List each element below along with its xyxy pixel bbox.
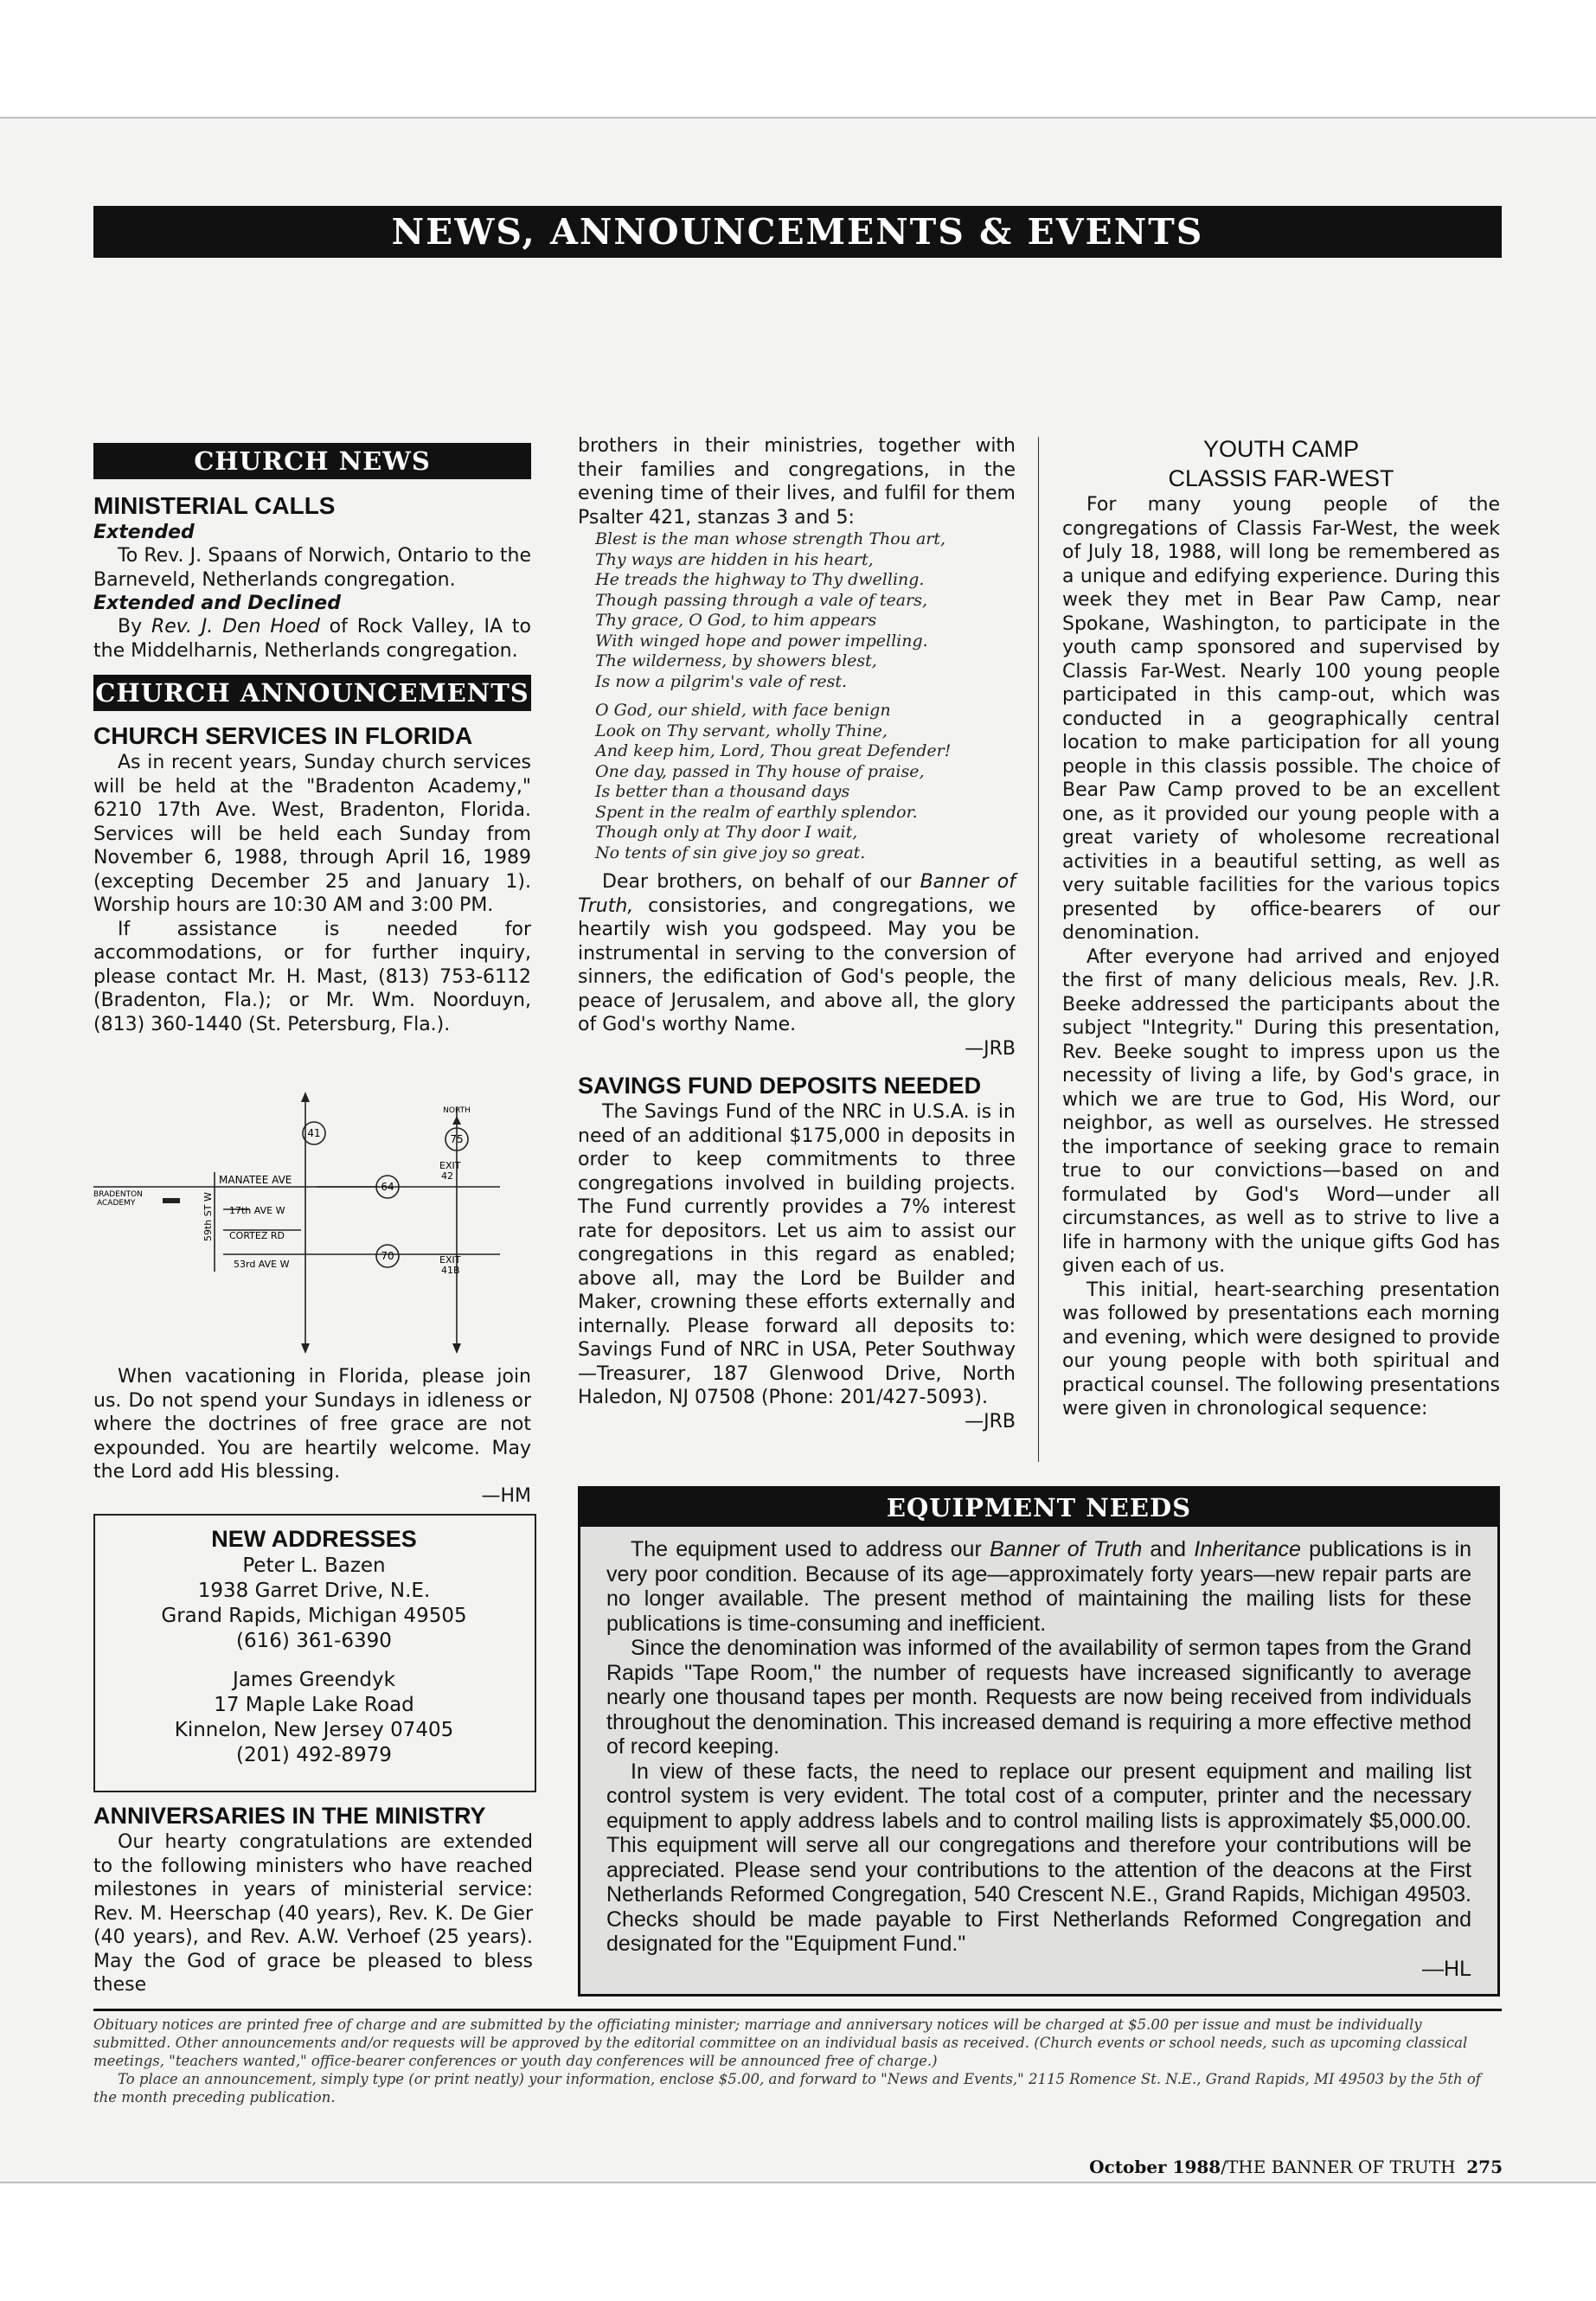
footer-note-1: Obituary notices are printed free of charge and are submitted by the officiating minister; marriage and anniversary notices will be charged at $5.00 per issue and must be individually submitted. Other announcements and/or requests will be approved by the editorial committee on an individual basis as received. (Church events or school needs, such as upcoming classical meetings, "teachers wanted," office-bearer conferences or youth day conferences will be announced free of charge.) [93,2016,1468,2069]
equipment-p3: In view of these facts, the need to replace our present equipment and mailing list control system is very evident. The total cost of a computer, printer and the necessary equipment to apply address labels and to control mailing lists is approximately $5,000.00. This equipment will serve all our congregations and therefore your contributions will be appreciated. Please send your contributions to the attention of the deacons at the First Netherlands Reformed Congregation, 540 Crescent N.E., Grand Rapids, Michigan 49503. Checks should be made payable to First Netherlands Reformed Congregation and designated for the "Equipment Fund." [606,1759,1471,1956]
stanza-5-line: Spent in the realm of earthly splendor. [595,802,918,822]
youth-camp-heading-1: YOUTH CAMP [1202,436,1359,462]
route-64-label: 64 [381,1181,394,1193]
stanza-3-line: Thy grace, O God, to him appears [595,611,877,630]
savings-fund-heading: SAVINGS FUND DEPOSITS NEEDED [578,1073,982,1099]
anniversaries-heading: ANNIVERSARIES IN THE MINISTRY [93,1803,486,1829]
stanza-5-line: Look on Thy servant, wholly Thine, [595,721,888,740]
stanza-5-line: One day, passed in Thy house of praise, [595,761,925,781]
address-2-phone: (201) 492-8979 [236,1744,392,1766]
stanza-5-line: O God, our shield, with face benign [595,701,891,720]
equipment-needs-body [606,1537,1471,1981]
north-arrow-41 [301,1092,310,1102]
cortez-rd-label: CORTEZ RD [229,1230,285,1241]
footer-notes [93,2016,1502,2106]
left-column [93,443,531,1036]
academy-label-b: ACADEMY [97,1199,136,1208]
extended-text: To Rev. J. Spaans of Norwich, Ontario to the Barneveld, Netherlands congregation. [93,545,531,591]
page-footer [1089,2157,1503,2177]
column-divider [1038,437,1039,1462]
florida-signature: —HM [481,1484,531,1507]
youth-camp-p1: For many young people of the congregations of Classis Far-West, the week of July 18, 1988, will long be remembered as a unique and edifying experience. During this week they met in Bear Paw Camp, near Spokane, Washington, to participate in the youth camp sponsored and supervised by Classis Far-West. Nearly 100 young people participated in this camp-out, which was conducted in a geographically central location to make participation for all young people in this classis possible. The choice of Bear Paw Camp proved to be an excellent one, as it provided our young people with a great variety of wholesome recreational activities in a beautiful setting, as well as very suitable facilities for the various topics presented by office-bearers of our denomination. [1062,494,1500,944]
south-arrow-75 [452,1343,461,1354]
address-2-street: 17 Maple Lake Road [214,1694,414,1716]
address-2-city: Kinnelon, New Jersey 07405 [174,1719,454,1741]
florida-services-heading: CHURCH SERVICES IN FLORIDA [93,722,473,749]
53rd-ave-label: 53rd AVE W [234,1259,290,1270]
route-75-label: 75 [450,1133,464,1145]
stanza-3-line: Is now a pilgrim's vale of rest. [595,671,847,691]
manatee-ave-label: MANATEE AVE [219,1174,292,1186]
footer-rule [93,2009,1502,2011]
ministerial-calls-heading: MINISTERIAL CALLS [93,492,336,519]
equipment-needs-bar: EQUIPMENT NEEDS [580,1489,1497,1527]
page-number: 275 [1466,2157,1503,2177]
left-column-lower [93,1365,531,1508]
extended-declined-label: Extended and Declined [93,593,341,614]
academy-label-a: BRADENTON [93,1190,143,1199]
church-news-bar: CHURCH NEWS [93,443,531,479]
stanza-5-line: And keep him, Lord, Thou great Defender! [595,741,952,760]
stanza-5-line: Is better than a thousand days [595,782,850,801]
anniversaries-continued: brothers in their ministries, together with their families and congregations, in the evening time of their lives, and fulfil for them Psalter 421, stanzas 3 and 5: [578,435,1016,529]
exit-41b-label-a: EXIT [439,1254,461,1266]
stanza-3-line: The wilderness, by showers blest, [595,651,877,670]
equipment-p1: The equipment used to address our Banner of Truth and Inheritance publications is in very poor condition. Because of its age—approximately forty years—new repair parts are no longer available. The present method of maintaining the mailing lists for these publications is time-consuming and inefficient. [606,1537,1471,1636]
new-addresses [93,1524,535,1768]
address-2-name: James Greendyk [233,1669,395,1691]
psalter-stanza-5 [578,701,1016,863]
anniversaries-text: Our hearty congratulations are extended to the following ministers who have reached milestones in years of ministerial service: Rev. M. Heerschap (40 years), Rev. K. De Gier (40 years), and Rev. A.W. Verhoef (25 years). May the God of grace be pleased to bless these [93,1831,533,1996]
anniversaries [93,1801,533,1997]
issue-date: October 1988 [1089,2157,1221,2177]
florida-p3: When vacationing in Florida, please join us. Do not spend your Sundays in idleness or where the doctrines of free grace are not expounded. You are heartily welcome. May the Lord add His blessing. [93,1366,531,1483]
address-1-street: 1938 Garret Drive, N.E. [197,1580,431,1602]
equipment-p2: Since the denomination was informed of the availability of sermon tapes from the Grand Rapids "Tape Room," the number of requests have increased significantly to average nearly one thousand tapes per month. Requests are now being received from individuals throughout the denomination. This increased demand is requiring a more effective method of record keeping. [606,1636,1471,1759]
florida-p2: If assistance is needed for accommodations, or for further inquiry, please contact Mr. H. Mast, (813) 753-6112 (Bradenton, Fla.); or Mr. Wm. Noorduyn, (813) 360-1440 (St. Petersburg, Fla.). [93,918,531,1035]
stanza-3-line: Thy ways are hidden in his heart, [595,549,874,569]
59th-st-label: 59th ST W [202,1192,214,1241]
section-banner: NEWS, ANNOUNCEMENTS & EVENTS [93,206,1502,258]
address-1-name: Peter L. Bazen [242,1554,386,1577]
church-announcements-bar: CHURCH ANNOUNCEMENTS [93,675,531,711]
stanza-5-line: Though only at Thy door I wait, [595,823,858,842]
stanza-3-line: He treads the highway to Thy dwelling. [595,570,925,589]
youth-camp-p3: This initial, heart-searching presentation was followed by presentations each morning and evening, which were designed to provide our young people with both spiritual and practical counsel. The following presentations were given in chronological sequence: [1062,1279,1500,1420]
savings-fund-signature: —JRB [965,1410,1016,1433]
savings-fund-text: The Savings Fund of the NRC in U.S.A. is in need of an additional $175,000 in deposits in order to keep commitments to three congregations involved in building projects. The Fund currently provides a 7% interest rate for depositors. Let us aim to assist our congregations in this regard as enabled; above all, may the Lord be Builder and Maker, crowning these efforts externally and internally. Please forward all deposits to: Savings Fund of NRC in USA, Peter Southway—Treasurer, 187 Glenwood Drive, North Haledon, NJ 07508 (Phone: 201/427-5093). [578,1101,1016,1408]
youth-camp-p2: After everyone had arrived and enjoyed the first of many delicious meals, Rev. J.R. Beeke addressed the participants about the subject "Integrity." During this presentation, Rev. Beeke sought to impress upon us the necessity of living a life, by God's grace, in which we are true to God, His Word, our neighbor, as well as ourselves. He stressed the importance of seeking grace to remain true to our convictions—based on and formulated by God's Word—under all circumstances, as well as to strive to live a life in harmony with the unique gifts God has given each of us. [1062,945,1500,1277]
stanza-5-line: No tents of sin give joy so great. [595,843,866,862]
north-label: NORTH [443,1106,471,1115]
address-1-city: Grand Rapids, Michigan 49505 [161,1605,467,1627]
youth-camp-heading-2: CLASSIS FAR-WEST [1168,465,1394,491]
route-41-label: 41 [307,1127,321,1139]
closing-signature: —JRB [965,1037,1016,1060]
equipment-signature: —HL [1422,1956,1471,1981]
directions-map [93,1090,535,1354]
exit-41b-label-b: 41B [441,1265,460,1276]
address-1-phone: (616) 361-6390 [236,1630,392,1652]
equipment-needs-box [578,1486,1500,1997]
north-arrow-75 [452,1116,461,1125]
footer-note-2: To place an announcement, simply type (or print neatly) your information, enclose $5.00, and forward to "News and Events," 2115 Romence St. N.E., Grand Rapids, MI 49503 by the 5th of the month preceding publication. [93,2071,1481,2106]
exit-42-label-a: EXIT [439,1160,461,1171]
right-column [1062,434,1500,1421]
stanza-3-line: Blest is the man whose strength Thou art, [595,529,946,548]
middle-column [578,434,1016,1433]
journal-title: /THE BANNER OF TRUTH [1221,2157,1456,2177]
closing-paragraph: Dear brothers, on behalf of our Banner of Truth, consistories, and congregations, we heartily wish you godspeed. May you be instrumental in serving to the conversion of sinners, the edification of God's people, the peace of Jerusalem, and above all, the glory of God's worthy Name. [578,871,1016,1035]
psalter-stanza-3 [578,529,1016,692]
exit-42-label-b: 42 [441,1170,453,1182]
academy-marker [163,1198,180,1203]
17th-ave-label: 17th AVE W [229,1205,285,1216]
extended-declined-text: By Rev. J. Den Hoed of Rock Valley, IA to the Middelharnis, Netherlands congregation. [93,616,531,662]
extended-label: Extended [93,522,195,543]
florida-p1: As in recent years, Sunday church services will be held at the "Bradenton Academy," 6210 17th Ave. West, Bradenton, Florida. Services will be held each Sunday from November 6, 1988, through April 16, 1989 (excepting December 25 and January 1). Worship hours are 10:30 AM and 3:00 PM. [93,752,531,916]
new-addresses-heading: NEW ADDRESSES [211,1526,417,1552]
south-arrow-41 [301,1343,310,1354]
stanza-3-line: With winged hope and power impelling. [595,631,928,651]
route-70-label: 70 [381,1250,394,1262]
stanza-3-line: Though passing through a vale of tears, [595,590,927,610]
